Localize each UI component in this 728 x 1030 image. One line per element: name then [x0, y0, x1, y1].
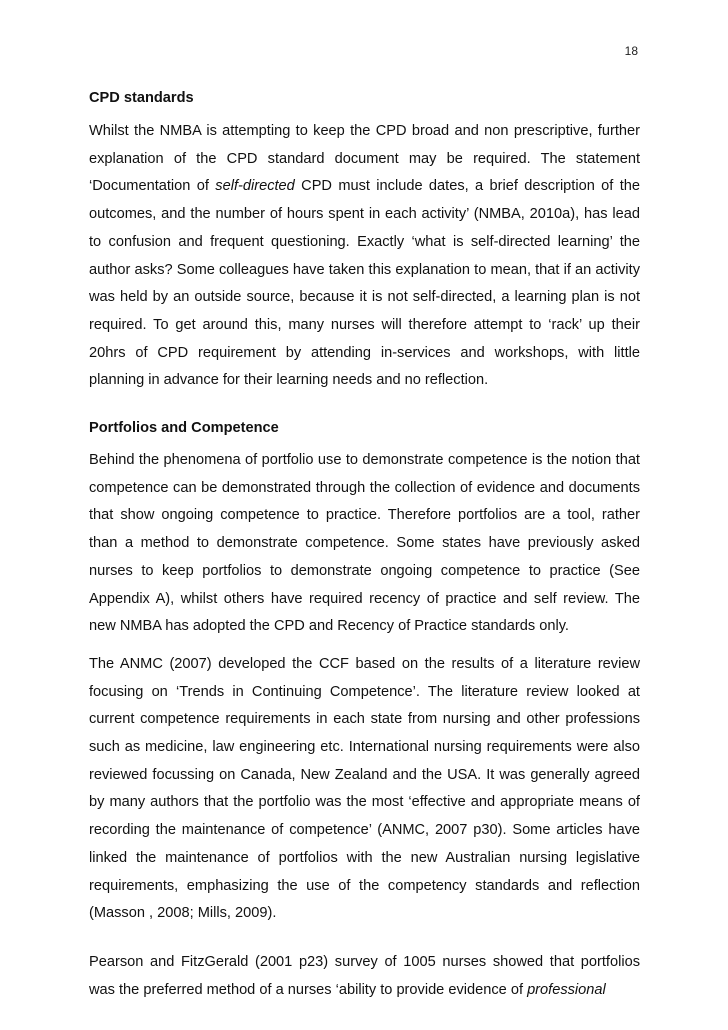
- paragraph-cpd-standards: [89, 118, 640, 395]
- paragraph-portfolios-3: [89, 949, 640, 1004]
- paragraph-text: Whilst the NMBA is attempting to keep the CPD broad and non prescriptive, further explanation of the CPD standard document may be required. The statement ‘Documentation of: [89, 123, 640, 195]
- paragraph-text: Pearson and FitzGerald (2001 p23) survey of 1005 nurses showed that portfolios was the preferred method of a nurses ‘ability to provide evidence of: [89, 953, 640, 998]
- emphasis-professional: professional: [527, 981, 606, 998]
- page-content: [89, 86, 640, 1004]
- section-heading-cpd-standards: CPD standards: [89, 90, 194, 106]
- paragraph-portfolios-1: Behind the phenomena of portfolio use to demonstrate competence is the notion that competence can be demonstrated through the collection of evidence and documents that show ongoing competence to practice. Therefore portfolios are a tool, rather than a method to demonstrate competence. Some states have previously asked nurses to keep portfolios to demonstrate ongoing competence to practice (See Appendix A), whilst others have required recency of practice and self review. The new NMBA has adopted the CPD and Recency of Practice standards only.: [89, 452, 640, 635]
- page-number: 18: [624, 44, 638, 58]
- paragraph-portfolios-2: The ANMC (2007) developed the CCF based on the results of a literature review focusing on ‘Trends in Continuing Competence’. The literature review looked at current competence requirements in each state from nursing and other professions such as medicine, law engineering etc. International nursing requirements were also reviewed focussing on Canada, New Zealand and the USA. It was generally agreed by many authors that the portfolio was the most ‘effective and appropriate means of recording the maintenance of competence’ (ANMC, 2007 p30). Some articles have linked the maintenance of portfolios with the new Australian nursing legislative requirements, emphasizing the use of the competency standards and reflection (Masson , 2008; Mills, 2009).: [89, 655, 640, 922]
- paragraph-text: CPD must include dates, a brief description of the outcomes, and the number of hours spent in each activity’ (NMBA, 2010a), has lead to confusion and frequent questioning. Exactly ‘what is self-directed learning’ the author asks? Some colleagues have taken this explanation to mean, that if an activity was held by an outside source, because it is not self-directed, a learning plan is not required. To get around this, many nurses will therefore attempt to ‘rack’ up their 20hrs of CPD requirement by attending in-services and workshops, with little planning in advance for their learning needs and no reflection.: [89, 178, 641, 389]
- section-heading-portfolios: Portfolios and Competence: [89, 420, 279, 437]
- emphasis-self-directed: self-directed: [215, 178, 295, 195]
